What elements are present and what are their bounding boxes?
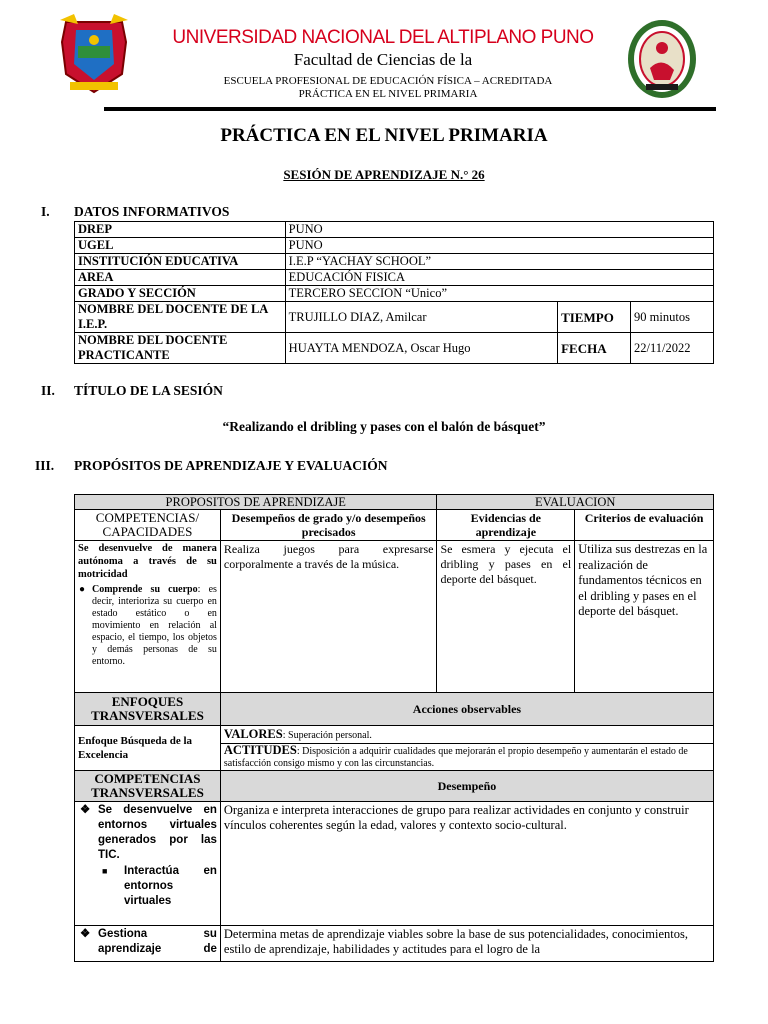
university-coat-of-arms-logo bbox=[56, 12, 132, 96]
drep-label: DREP bbox=[75, 222, 286, 238]
ugel-label: UGEL bbox=[75, 238, 286, 254]
header-aprendizaje: PROPOSITOS DE APRENDIZAJE bbox=[75, 495, 437, 510]
table-row bbox=[75, 926, 714, 962]
enfoque-cell: Enfoque Búsqueda de la Excelencia bbox=[75, 726, 221, 771]
ct1-text: Se desenvuelve en entornos virtuales generados por las TIC. bbox=[98, 804, 217, 861]
faculty-seal-logo bbox=[626, 18, 698, 100]
trainee-value: HUAYTA MENDOZA, Oscar Hugo bbox=[285, 333, 557, 364]
diamond-bullet-icon: ❖ bbox=[80, 804, 91, 816]
section-number: I. bbox=[41, 204, 50, 219]
table-row bbox=[75, 222, 714, 238]
capacidad-item bbox=[78, 584, 217, 668]
section-title: TÍTULO DE LA SESIÓN bbox=[74, 383, 223, 398]
section-title: PROPÓSITOS DE APRENDIZAJE Y EVALUACIÓN bbox=[74, 458, 388, 473]
time-label: TIEMPO bbox=[558, 302, 631, 333]
table-row bbox=[75, 254, 714, 270]
date-label: FECHA bbox=[558, 333, 631, 364]
valores-line bbox=[221, 726, 713, 744]
header-enfoques: ENFOQUES TRANSVERSALES bbox=[75, 693, 221, 726]
square-bullet-icon: ■ bbox=[102, 866, 108, 876]
propositos-table bbox=[74, 494, 714, 962]
table-row bbox=[75, 302, 714, 333]
valores-actitudes-cell bbox=[220, 726, 713, 771]
table-row bbox=[75, 495, 714, 510]
drep-value: PUNO bbox=[285, 222, 713, 238]
institution-value: I.E.P “YACHAY SCHOOL” bbox=[285, 254, 713, 270]
table-row bbox=[75, 286, 714, 302]
time-value: 90 minutos bbox=[631, 302, 714, 333]
header-desempeno: Desempeño bbox=[220, 771, 713, 802]
ct2-item bbox=[78, 927, 217, 957]
table-row bbox=[75, 693, 714, 726]
teacher-label: NOMBRE DEL DOCENTE DE LA I.E.P. bbox=[75, 302, 286, 333]
datos-informativos-table bbox=[74, 221, 714, 364]
header-divider bbox=[104, 107, 716, 111]
competencia-text: Se desenvuelve de manera autónoma a través de su motricidad bbox=[78, 543, 217, 580]
criterio-cell: Utiliza sus destrezas en la realización de fundamentos técnicos en el dribling y pases en el deporte del básquet. bbox=[575, 541, 714, 693]
university-name: UNIVERSIDAD NACIONAL DEL ALTIPLANO PUNO bbox=[172, 27, 594, 48]
school-line-1: ESCUELA PROFESIONAL DE EDUCACIÓN FÍSICA – ACREDITADA bbox=[223, 75, 553, 87]
table-row bbox=[75, 270, 714, 286]
table-row bbox=[75, 771, 714, 802]
ugel-value: PUNO bbox=[285, 238, 713, 254]
ct1-desempeno-cell: Organiza e interpreta interacciones de grupo para realizar actividades en conjunto y construir vínculos coherentes según la edad, valores y contexto socio-cultural. bbox=[220, 802, 713, 926]
table-row bbox=[75, 541, 714, 693]
valores-label: VALORES bbox=[223, 727, 283, 741]
header-acciones: Acciones observables bbox=[220, 693, 713, 726]
section-number: III. bbox=[35, 458, 55, 473]
header-competencias: COMPETENCIAS/ CAPACIDADES bbox=[75, 510, 221, 541]
ct2-desempeno-cell: Determina metas de aprendizaje viables sobre la base de sus potencialidades, conocimientos, estilo de aprendizaje, habilidades y actitudes para el logro de la bbox=[220, 926, 713, 962]
section-title: DATOS INFORMATIVOS bbox=[74, 204, 230, 219]
institution-label: INSTITUCIÓN EDUCATIVA bbox=[75, 254, 286, 270]
competencia-transversal-2 bbox=[75, 926, 221, 962]
diamond-bullet-icon: ❖ bbox=[80, 928, 91, 940]
bullet-icon: ● bbox=[79, 584, 86, 595]
ct1-item bbox=[78, 803, 217, 863]
header-evaluacion: EVALUACION bbox=[437, 495, 714, 510]
capacidad-label: Comprende su cuerpo bbox=[92, 584, 198, 595]
competencia-cell bbox=[75, 541, 221, 693]
date-value: 22/11/2022 bbox=[631, 333, 714, 364]
teacher-value: TRUJILLO DIAZ, Amilcar bbox=[285, 302, 557, 333]
grade-value: TERCERO SECCION “Unico” bbox=[285, 286, 713, 302]
table-row bbox=[75, 510, 714, 541]
ct1-sub-text: Interactúa en entornos virtuales bbox=[124, 865, 217, 907]
school-name bbox=[140, 75, 636, 101]
evidencia-cell: Se esmera y ejecuta el dribling y pases en el deporte del básquet. bbox=[437, 541, 575, 693]
table-row bbox=[75, 333, 714, 364]
section-number: II. bbox=[41, 383, 55, 398]
area-label: AREA bbox=[75, 270, 286, 286]
ct2-text: Gestiona su aprendizaje de bbox=[98, 928, 217, 955]
area-value: EDUCACIÓN FISICA bbox=[285, 270, 713, 286]
actitudes-text: : Disposición a adquirir cualidades que mejorarán el propio desempeño y aumentarán el estado de satisfacción consigo mismo y con las circunstancias. bbox=[223, 746, 688, 769]
grade-label: GRADO Y SECCIÓN bbox=[75, 286, 286, 302]
faculty-name: Facultad de Ciencias de la bbox=[293, 50, 473, 69]
table-row bbox=[75, 802, 714, 926]
header-evidencias: Evidencias de aprendizaje bbox=[437, 510, 575, 541]
actitudes-label: ACTITUDES bbox=[223, 743, 297, 757]
table-row bbox=[75, 726, 714, 771]
session-title: “Realizando el dribling y pases con el balón de básquet” bbox=[222, 419, 546, 434]
table-row bbox=[75, 238, 714, 254]
actitudes-line bbox=[221, 744, 713, 770]
competencia-transversal-1 bbox=[75, 802, 221, 926]
header-desempenos: Desempeños de grado y/o desempeños precisados bbox=[220, 510, 437, 541]
document-title: PRÁCTICA EN EL NIVEL PRIMARIA bbox=[220, 125, 548, 146]
header-competencias-transversales: COMPETENCIAS TRANSVERSALES bbox=[75, 771, 221, 802]
session-number: SESIÓN DE APRENDIZAJE N.° 26 bbox=[283, 167, 485, 182]
trainee-label: NOMBRE DEL DOCENTE PRACTICANTE bbox=[75, 333, 286, 364]
header-criterios: Criterios de evaluación bbox=[575, 510, 714, 541]
valores-text: : Superación personal. bbox=[282, 730, 372, 741]
ct1-sub-item bbox=[78, 864, 217, 909]
capacidad-text: : es decir, interioriza su cuerpo en estado estático o en movimiento en relación al espacio, el tiempo, los objetos y demás personas de su entorno. bbox=[92, 584, 217, 667]
school-line-2: PRÁCTICA EN EL NIVEL PRIMARIA bbox=[298, 88, 478, 100]
desempeno-cell: Realiza juegos para expresarse corporalmente a través de la música. bbox=[220, 541, 437, 693]
